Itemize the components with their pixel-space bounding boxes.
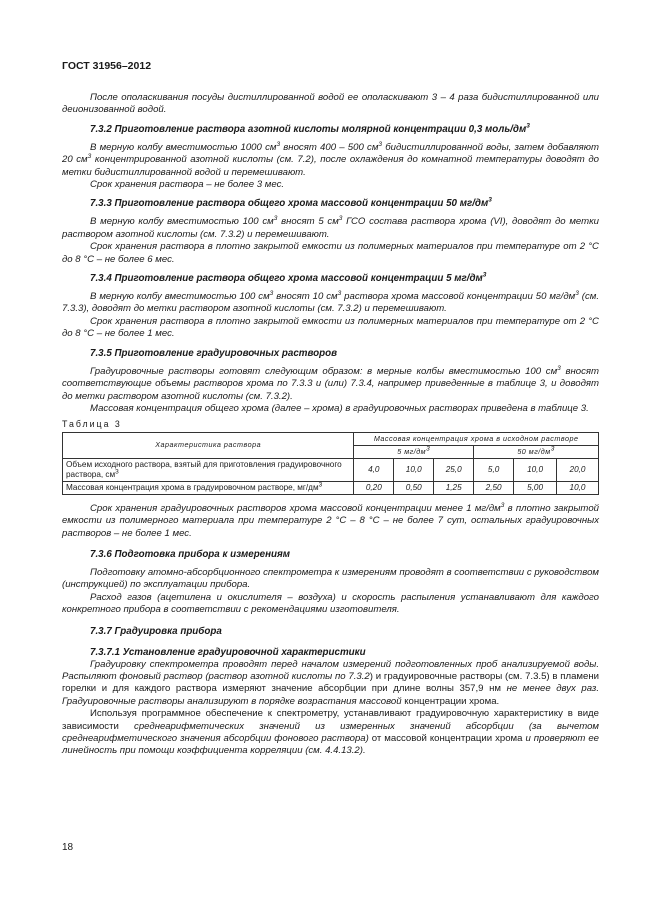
section-7-3-7-1-software: Используя программное обеспечение к спектрометру, устанавливают градуировочную характеристику в виде зависимости среднеарифметических значений из измеренных значений абсорбции (за вычетом среднеарифметического значения абсорбции фонового раствора) от массовой концентрации хрома и проверяют ее линейность при помощи коэффициента корреляции (см. 4.4.13.2). <box>62 708 600 757</box>
section-7-3-2-title: 7.3.2 Приготовление раствора азотной кислоты молярной концентрации 0,3 моль/$дм^3$ <box>90 122 530 135</box>
section-7-3-5-text: Градуировочные растворы готовят следующим образом: в мерные колбы вместимостью 100 $см^3$ вносят соответствующие объемы растворов хрома по 7.3.3 и (или) 7.3.4, например приведенные в таблице 3, и доводят до метки раствором азотной кислоты (см. 7.3.2). <box>62 364 599 402</box>
section-7-3-7-title: 7.3.7 Градуировка прибора <box>90 625 222 637</box>
table-cell: 10,0 <box>514 458 557 481</box>
section-7-3-7-1-title: 7.3.7.1 Установление градуировочной характеристики <box>90 646 366 658</box>
table-cell: 0,50 <box>394 481 434 494</box>
table-subheader-50: 50 $мг/дм^3$ <box>474 445 599 458</box>
document-header: ГОСТ 31956–2012 <box>62 60 152 72</box>
table-cell: 4,0 <box>354 458 394 481</box>
section-7-3-6-gas: Расход газов (ацетилена и окислителя – воздуха) и скорость распыления устанавливают для каждого конкретного прибора в соответствии с рекомендациями изготовителя. <box>62 591 599 616</box>
table-cell: 10,0 <box>557 481 599 494</box>
page-number: 18 <box>62 842 74 853</box>
table-header-concentration: Массовая концентрация хрома в исходном растворе <box>354 432 599 445</box>
table-cell: 0,20 <box>354 481 394 494</box>
table-cell: 5,0 <box>474 458 514 481</box>
table-caption: Таблица 3 <box>62 419 122 430</box>
section-7-3-3-storage: Срок хранения раствора в плотно закрытой емкости из полимерных материалов при температуре от 2 °С до 8 °С – не более 6 мес. <box>62 241 599 265</box>
table-subheader-5: 5 $мг/дм^3$ <box>354 445 474 458</box>
table-3 <box>62 432 599 495</box>
table-row <box>63 481 599 494</box>
section-7-3-6-text: Подготовку атомно-абсорбционного спектрометра к измерениям проводят в соответствии с руководством (инструкцией) по эксплуатации прибора. <box>62 566 599 591</box>
section-7-3-6-title: 7.3.6 Подготовка прибора к измерениям <box>90 548 291 560</box>
section-7-3-7-1-text: Градуировку спектрометра проводят перед началом измерений подготовленных проб анализируемой воды. Распыляют фоновый раствор (раствор азотной кислоты по 7.3.2) и градуировочные растворы (см. 7.3.5) в пламени горелки и для каждого раствора измеряют значение абсорбции при длине волны 357,9 нм не менее двух раз. Градуировочные растворы анализируют в порядке возрастания массовой концентрации хрома. <box>62 658 600 707</box>
table-header-characteristic: Характеристика раствора <box>63 432 354 458</box>
table-row <box>63 458 599 481</box>
section-7-3-3-title: 7.3.3 Приготовление раствора общего хрома массовой концентрации 50 $мг/дм^3$ <box>90 197 492 210</box>
table-row-label: Массовая концентрация хрома в градуировочном растворе, $мг/дм^3$ <box>63 481 354 494</box>
table-cell: 5,00 <box>514 481 557 494</box>
section-7-3-2-storage: Срок хранения раствора – не более 3 мес. <box>90 179 285 191</box>
table-row-label: Объем исходного раствора, взятый для приготовления градуировочного раствора, $см^3$ <box>63 458 354 481</box>
section-7-3-4-title: 7.3.4 Приготовление раствора общего хрома массовой концентрации 5 $мг/дм^3$ <box>90 271 487 285</box>
section-7-3-5-concentration: Массовая концентрация общего хрома (далее – хрома) в градуировочных растворах приведена в таблице 3. <box>90 402 589 414</box>
document-body <box>62 92 599 758</box>
section-7-3-4-storage: Срок хранения раствора в плотно закрытой емкости из полимерных материалов при температуре от 2 °С до 8 °С – не более 1 мес. <box>62 315 599 340</box>
table-cell: 2,50 <box>474 481 514 494</box>
table-cell: 10,0 <box>394 458 434 481</box>
section-7-3-4-text: В мерную колбу вместимостью 100 $см^3$ вносят 10 $см^3$ раствора хрома массовой концентрации 50 $мг/дм^3$ (см. 7.3.3), доводят до метки раствором азотной кислоты (см. 7.3.2) и перемешивают. <box>62 289 599 315</box>
section-7-3-2-text: В мерную колбу вместимостью 1000 $см^3$ вносят 400 – 500 $см^3$ бидистиллированной воды, затем добавляют 20 $см^3$ концентрированной азотной кислоты (см. 7.2), после охлаждения до комнатной температуры доводят до метки бидистиллированной водой и перемешивают. <box>62 140 600 178</box>
paragraph-storage: Срок хранения градуировочных растворов хрома массовой концентрации менее 1 $мг/дм^3$ в плотно закрытой емкости из полимерного материала при температуре 2 °С – 8 °С – не более 7 сут, остальных градуировочных растворов – не более 1 мес. <box>62 501 599 539</box>
table-cell: 25,0 <box>434 458 474 481</box>
section-7-3-5-title: 7.3.5 Приготовление градуировочных растворов <box>90 347 338 359</box>
paragraph-rinse: После ополаскивания посуды дистиллированной водой ее ополаскивают 3 – 4 раза бидистиллированной или деионизованной водой. <box>62 92 599 116</box>
table-cell: 20,0 <box>557 458 599 481</box>
table-cell: 1,25 <box>434 481 474 494</box>
section-7-3-3-text: В мерную колбу вместимостью 100 $см^3$ вносят 5 $см^3$ ГСО состава раствора хрома (VI), доводят до метки раствором азотной кислоты (см. 7.3.2) и перемешивают. <box>62 215 599 240</box>
